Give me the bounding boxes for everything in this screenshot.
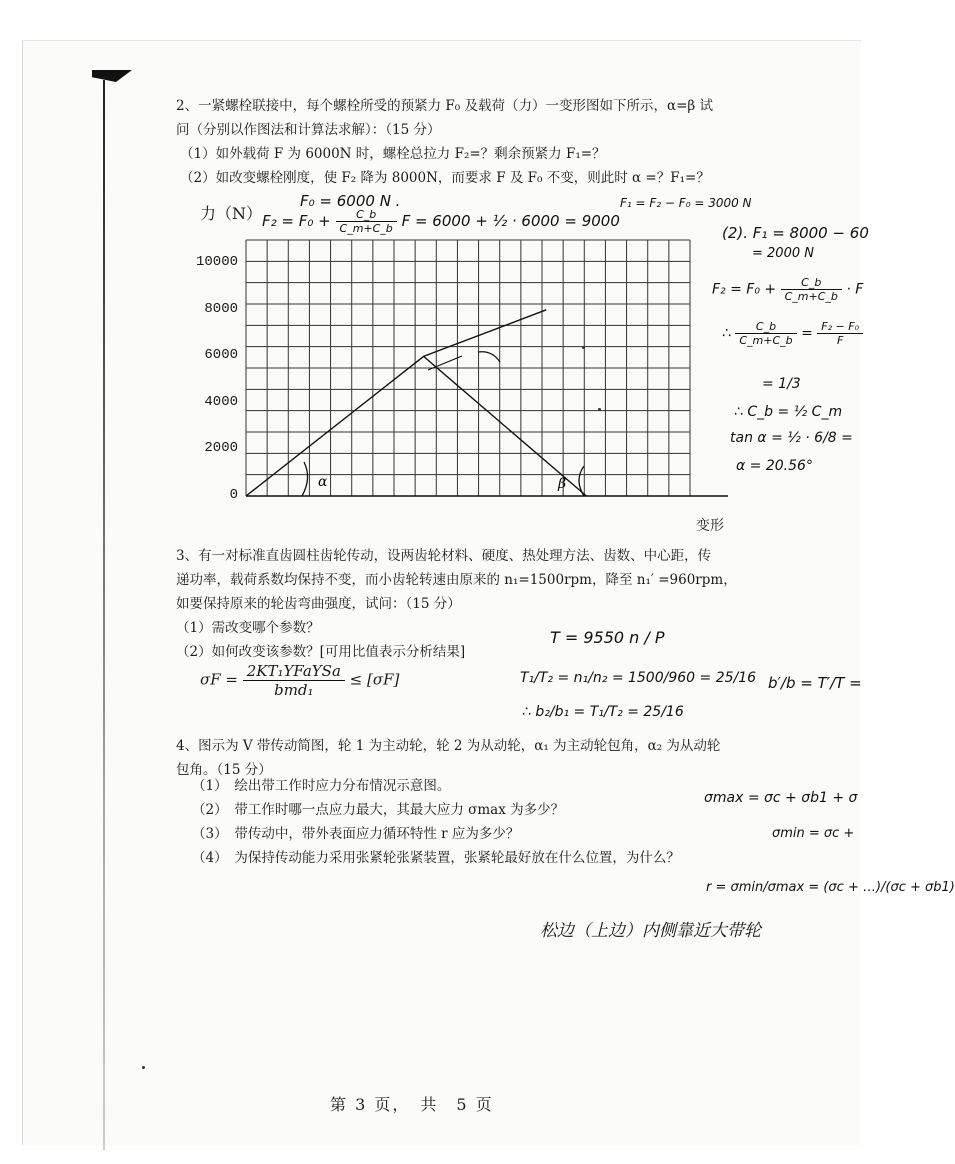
q4-sub4: （4） 为保持传动能力采用张紧轮张紧装置，张紧轮最好放在什么位置，为什么？ <box>192 850 680 866</box>
hw-f0: F₀ = 6000 N . <box>300 192 401 210</box>
hw-p2-f: ∴ C_b = ½ C_m <box>734 404 843 420</box>
hw-p2-h: α = 20.56° <box>736 458 813 474</box>
y-tick-label: 10000 <box>195 254 238 271</box>
q3-sub2: （2）如何改变该参数？[可用比值表示分析结果] <box>176 644 466 660</box>
hw-q3-ratio: T₁/T₂ = n₁/n₂ = 1500/960 = 25/16 <box>520 670 757 686</box>
hw-p2-d <box>722 320 863 347</box>
hw-q4-max: σmax = σc + σb1 + σ <box>704 790 858 806</box>
scan-speck <box>598 408 601 411</box>
y-tick-label: 6000 <box>204 347 238 364</box>
hw-p2-b: = 2000 N <box>752 246 814 261</box>
hw-p2-d-eq: = <box>801 325 813 342</box>
hw-p2-d-frac1 <box>735 320 796 347</box>
hw-q3-t: T = 9550 n / P <box>550 628 665 647</box>
hw-p2-d-frac2 <box>817 320 863 347</box>
hw-p2-c-rhs: · F <box>846 281 864 298</box>
y-tick-label: 4000 <box>204 393 238 410</box>
hw-f2-rhs: F = 6000 + ½ · 6000 = 9000 <box>401 212 620 230</box>
q2-line2: 问（分别以作图法和计算法求解）：（15 分） <box>176 122 441 138</box>
q2-line1: 2、一紧螺栓联接中，每个螺栓所受的预紧力 F₀ 及载荷（力）一变形图如下所示，α=β 试 <box>176 98 713 114</box>
chart-ylabel: 力（N） <box>200 204 263 223</box>
scan-speck <box>142 1066 145 1069</box>
y-tick-label: 8000 <box>204 300 238 317</box>
q3-sub1: （1）需改变哪个参数？ <box>176 620 320 636</box>
bolt-stiffness-line <box>246 310 546 496</box>
scan-speck <box>582 346 585 349</box>
hw-p2-d-den2: F <box>836 334 844 347</box>
hw-p2-c-num: C_b <box>781 276 842 290</box>
hw-p2-c-frac <box>781 276 842 303</box>
y-tick-label: 0 <box>229 487 238 503</box>
q4-sub3: （3） 带传动中，带外表面应力循环特性 r 应为多少？ <box>192 826 520 842</box>
beta-angle-arc <box>579 466 584 496</box>
hw-p2-c <box>712 276 863 303</box>
hw-q3-b: ∴ b₂/b₁ = T₁/T₂ = 25/16 <box>522 704 684 720</box>
q4-line1: 4、图示为 V 带传动简图，轮 1 为主动轮，轮 2 为从动轮，α₁ 为主动轮包角，α₂ 为从动轮 <box>176 738 721 754</box>
formula-num: 2KT₁YFaYSa <box>243 662 345 681</box>
formula-rhs: ≤ [σF] <box>349 670 400 689</box>
q3-line1: 3、有一对标准直齿圆柱齿轮传动，设两齿轮材料、硬度、热处理方法、齿数、中心距，传 <box>176 548 712 564</box>
chart-xlabel: 变形 <box>696 518 724 534</box>
q3-line3: 如要保持原来的轮齿弯曲强度，试问：（15 分） <box>176 596 461 612</box>
q4-line2: 包角。（15 分） <box>176 762 272 778</box>
bending-stress-formula <box>200 662 399 699</box>
hw-f1: F₁ = F₂ − F₀ = 3000 N <box>620 196 752 210</box>
hw-p2-g: tan α = ½ · 6/8 = <box>730 430 853 446</box>
hw-p2-e: = 1/3 <box>762 376 801 392</box>
hw-p2-c-den: C_m+C_b <box>784 290 838 303</box>
formula-lhs: σF = <box>200 670 238 689</box>
alpha-angle-arc <box>302 462 308 496</box>
hw-q4-ans: 松边（上边）内侧靠近大带轮 <box>540 921 761 941</box>
q2-sub1: （1）如外载荷 F 为 6000N 时，螺栓总拉力 F₂=？剩余预紧力 F₁=？ <box>180 146 606 162</box>
hw-p2-d-num2: F₂ − F₀ <box>817 320 863 334</box>
q3-line2: 递功率，载荷系数均保持不变，而小齿轮转速由原来的 n₁=1500rpm，降至 n₁′ =960rpm， <box>176 572 737 588</box>
page-footer: 第 3 页， 共 5 页 <box>330 1095 494 1114</box>
hw-f2-den: C_m+C_b <box>339 222 393 235</box>
formula-frac <box>243 662 345 699</box>
hw-p2-d-num: C_b <box>735 320 796 334</box>
hw-f2-num: C_b <box>336 208 397 222</box>
hw-q3-b2: b′/b = T′/T = <box>768 674 862 692</box>
hw-p2-d-lhs: ∴ <box>722 325 731 342</box>
formula-den: bmd₁ <box>274 681 314 699</box>
q4-sub2: （2） 带工作时哪一点应力最大，其最大应力 σmax 为多少？ <box>192 802 565 818</box>
q2-sub2: （2）如改变螺栓刚度，使 F₂ 降为 8000N，而要求 F 及 F₀ 不变，则此时 α =？F₁=？ <box>180 170 710 186</box>
handwritten-angle-mark <box>478 352 500 362</box>
beta-angle-label: β <box>558 476 567 492</box>
hw-f2-lhs: F₂ = F₀ + <box>262 212 331 230</box>
q4-sub1: （1） 绘出带工作时应力分布情况示意图。 <box>192 778 451 794</box>
hw-q4-r: r = σmin/σmax = (σc + …)/(σc + σb1) <box>706 880 955 895</box>
y-tick-label: 2000 <box>204 440 238 457</box>
hw-p2-d-den: C_m+C_b <box>739 334 793 347</box>
hw-p2-c-lhs: F₂ = F₀ + <box>712 281 777 298</box>
hw-q4-min: σmin = σc + <box>772 826 855 841</box>
hw-p2-a: (2). F₁ = 8000 − 60 <box>722 224 869 242</box>
alpha-angle-label: α <box>318 474 328 490</box>
